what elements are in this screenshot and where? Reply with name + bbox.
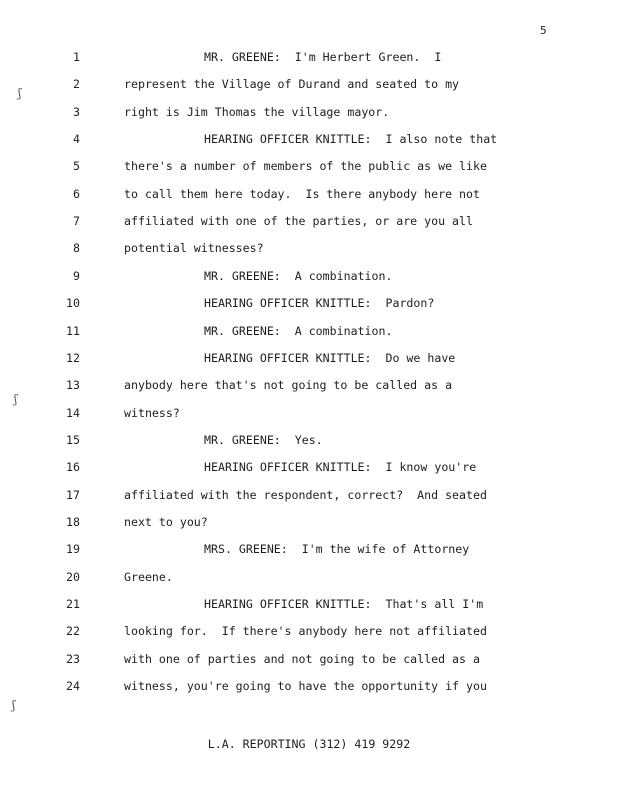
transcript-line [0,296,618,316]
transcript-line [0,187,618,207]
transcript-line [0,351,618,371]
line-text: Greene. [124,569,173,584]
line-number: 24 [66,679,80,694]
margin-mark: ʃ [14,392,18,406]
transcript-line [0,214,618,234]
line-number: 2 [73,77,80,92]
transcript-line [0,460,618,480]
line-number: 14 [66,405,80,420]
line-number: 10 [66,296,80,311]
line-number: 6 [73,186,80,201]
line-text: witness, you're going to have the opportunity if you [124,679,487,694]
line-text: MR. GREENE: A combination. [204,268,393,283]
line-text: potential witnesses? [124,241,264,256]
transcript-line [0,542,618,562]
transcript-line [0,624,618,644]
line-number: 20 [66,569,80,584]
line-number: 17 [66,487,80,502]
line-text: HEARING OFFICER KNITTLE: Pardon? [204,296,435,311]
transcript-line [0,241,618,261]
transcript-line [0,406,618,426]
line-text: with one of parties and not going to be called as a [124,651,480,666]
line-text: there's a number of members of the public as we like [124,159,487,174]
transcript-line [0,50,618,70]
line-text: MR. GREENE: Yes. [204,432,323,447]
line-text: affiliated with one of the parties, or are you all [124,214,474,229]
line-text: HEARING OFFICER KNITTLE: I know you're [204,460,477,475]
line-number: 22 [66,624,80,639]
transcript-line [0,105,618,125]
transcript-line [0,679,618,699]
line-number: 5 [73,159,80,174]
transcript-line [0,378,618,398]
line-number: 16 [66,460,80,475]
line-text: to call them here today. Is there anybody here not [124,186,480,201]
line-number: 12 [66,350,80,365]
transcript-line [0,159,618,179]
line-text: HEARING OFFICER KNITTLE: Do we have [204,350,456,365]
line-text: represent the Village of Durand and seated to my [124,77,460,92]
line-number: 3 [73,104,80,119]
line-text: affiliated with the respondent, correct? And seated [124,487,487,502]
transcript-line [0,652,618,672]
line-number: 1 [73,50,80,64]
line-text: looking for. If there's anybody here not affiliated [124,624,487,639]
line-number: 8 [73,241,80,256]
line-text: witness? [124,405,180,420]
line-text: MR. GREENE: A combination. [204,323,393,338]
transcript-line [0,433,618,453]
transcript-line [0,488,618,508]
line-number: 15 [66,432,80,447]
transcript-line [0,597,618,617]
transcript-line [0,515,618,535]
line-text: MRS. GREENE: I'm the wife of Attorney [204,542,470,557]
line-number: 21 [66,597,80,611]
line-text: anybody here that's not going to be called as a [124,378,453,393]
line-text: HEARING OFFICER KNITTLE: I also note that [204,132,498,147]
line-number: 11 [66,323,80,338]
transcript-line [0,324,618,344]
line-text: HEARING OFFICER KNITTLE: That's all I'm [204,597,484,611]
line-number: 13 [66,378,80,393]
line-number: 7 [73,214,80,229]
line-text: right is Jim Thomas the village mayor. [124,104,390,119]
transcript-line [0,132,618,152]
line-text: MR. GREENE: I'm Herbert Green. I [204,50,442,64]
line-number: 9 [73,268,80,283]
line-number: 4 [73,132,80,147]
line-text: next to you? [124,514,208,529]
margin-mark: ʃ [18,86,22,100]
margin-mark: ʃ [12,698,16,712]
reporter-footer: L.A. REPORTING (312) 419 9292 [207,737,411,751]
line-number: 18 [66,514,80,529]
transcript-line [0,570,618,590]
transcript-line [0,269,618,289]
page-number: 5 [540,24,547,37]
transcript-line [0,77,618,97]
line-number: 19 [66,542,80,557]
line-number: 23 [66,651,80,666]
